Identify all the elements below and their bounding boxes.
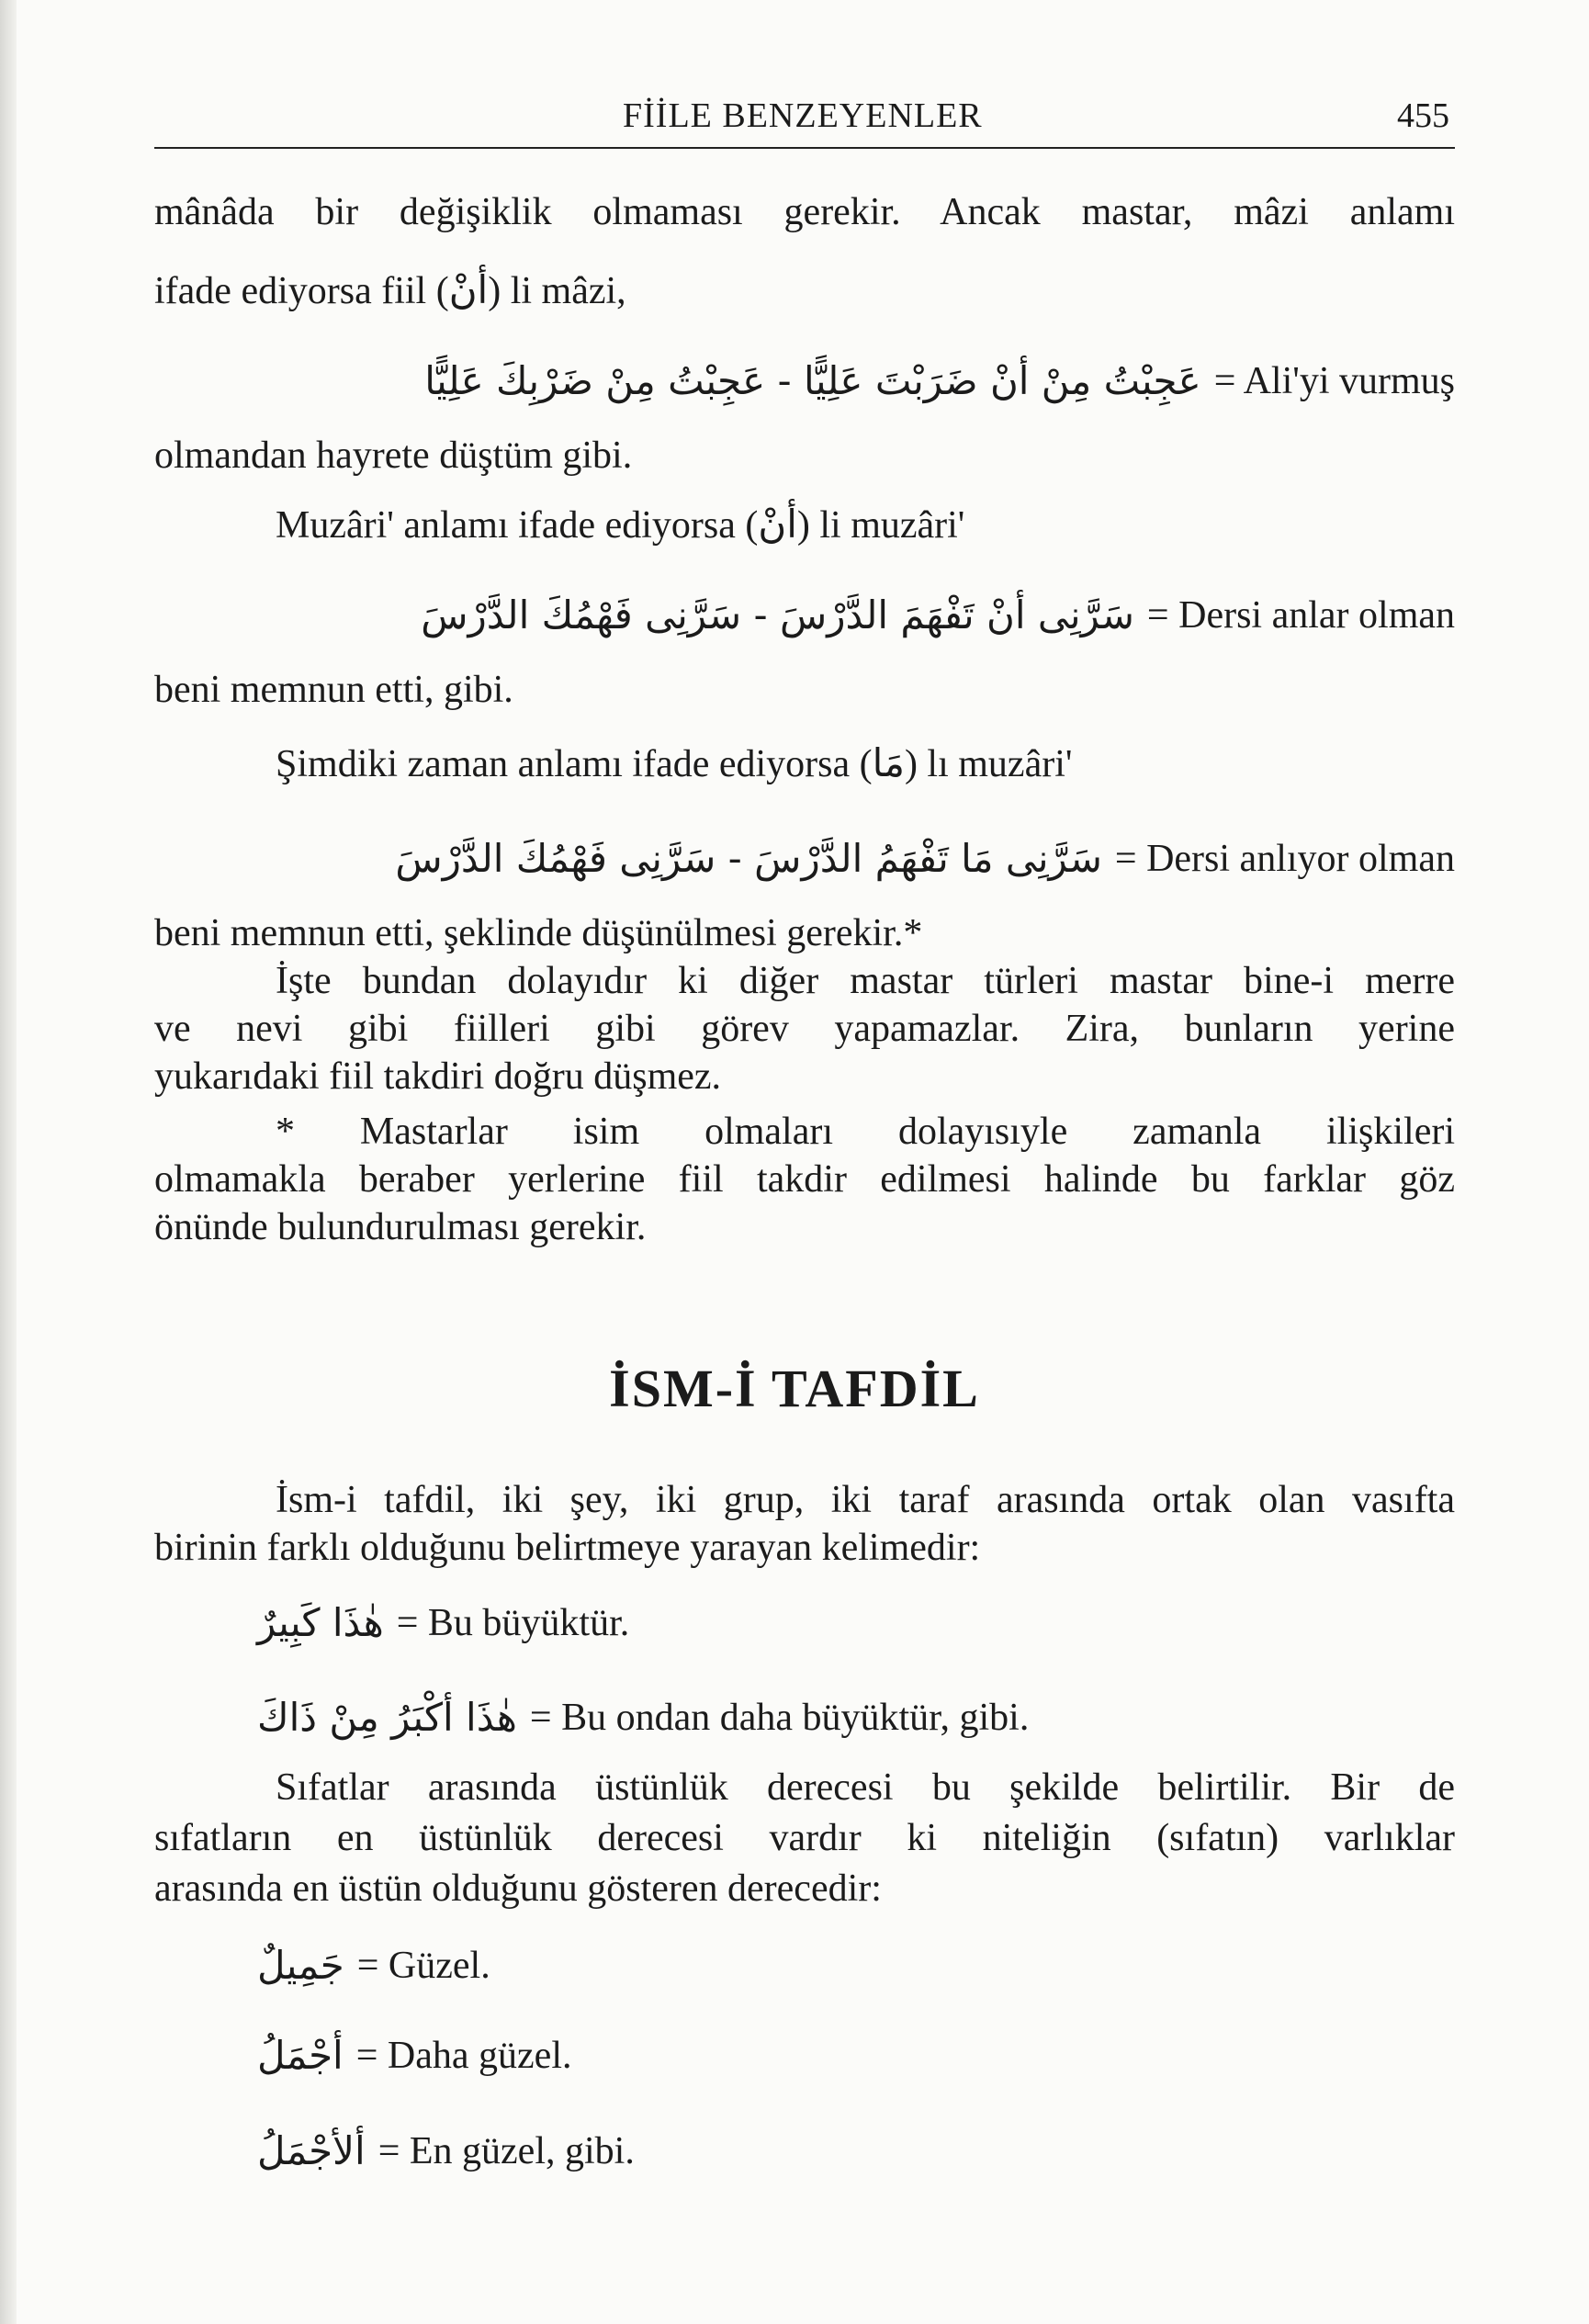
- paragraph-line: beni memnun etti, şeklinde düşünülmesi gerekir.*: [154, 912, 923, 954]
- arabic-example: هٰذَا أكْبَرُ مِنْ ذَاكَ: [257, 1695, 517, 1740]
- example-translation: = Dersi anlıyor olman: [1114, 838, 1455, 880]
- paragraph-line: beni memnun etti, gibi.: [154, 669, 513, 711]
- paragraph-line: İşte bundan dolayıdır ki diğer mastar türleri mastar bine-i merre: [276, 960, 1455, 1002]
- arabic-example: سَرَّنِى مَا تَفْهَمُ الدَّرْسَ - سَرَّنِى فَهْمُكَ الدَّرْسَ: [395, 836, 1102, 881]
- arabic-example: هٰذَا كَبِيرٌ: [257, 1600, 384, 1645]
- arabic-particle: أنْ: [448, 267, 489, 312]
- page-spine-shadow: [0, 0, 17, 2324]
- paragraph-line: Şimdiki zaman anlamı ifade ediyorsa (مَا) lı muzâri': [276, 740, 1073, 785]
- paragraph-line: Muzâri' anlamı ifade ediyorsa (أنْ) li muzâri': [276, 502, 965, 547]
- paragraph-line: İsm-i tafdil, iki şey, iki grup, iki taraf arasında ortak olan vasıfta: [276, 1479, 1455, 1521]
- example-translation: = Güzel.: [356, 1945, 490, 1987]
- paragraph-line: birinin farklı olduğunu belirtmeye yarayan kelimedir:: [154, 1527, 981, 1569]
- example-line: [257, 1690, 1558, 1745]
- example-line: [154, 354, 1455, 409]
- paragraph-line: mânâda bir değişiklik olmaması gerekir. Ancak mastar, mâzi anlamı: [154, 191, 1455, 233]
- section-heading: İSM-İ TAFDİL: [609, 1359, 980, 1418]
- paragraph-line: Sıfatlar arasında üstünlük derecesi bu şekilde belirtilir. Bir de: [276, 1766, 1455, 1809]
- example-translation: = Ali'yi vurmuş: [1213, 360, 1455, 402]
- example-translation: = Daha güzel.: [355, 2035, 572, 2077]
- paragraph-line: ifade ediyorsa fiil (أنْ) li mâzi,: [154, 267, 626, 312]
- footnote-line: * Mastarlar isim olmaları dolayısıyle zamanla ilişkileri: [276, 1111, 1455, 1153]
- footnote-line: olmamakla beraber yerlerine fiil takdir edilmesi halinde bu farklar göz: [154, 1158, 1455, 1201]
- example-translation: = Dersi anlar olman: [1146, 594, 1455, 637]
- arabic-example: ألأجْمَلُ: [257, 2128, 366, 2173]
- paragraph-line: arasında en üstün olduğunu gösteren derecedir:: [154, 1867, 882, 1910]
- arabic-particle: مَا: [872, 740, 905, 785]
- footnote-line: önünde bulundurulması gerekir.: [154, 1206, 647, 1248]
- arabic-particle: أنْ: [758, 502, 797, 547]
- arabic-example: عَجِبْتُ مِنْ أنْ ضَرَبْتَ عَلِيًّا - عَجِبْتُ مِنْ ضَرْبِكَ عَلِيًّا: [424, 358, 1201, 403]
- paragraph-line: olmandan hayrete düştüm gibi.: [154, 434, 633, 477]
- arabic-example: جَمِيلٌ: [257, 1943, 344, 1988]
- arabic-example: سَرَّنِى أنْ تَفْهَمَ الدَّرْسَ - سَرَّنِى فَهْمُكَ الدَّرْسَ: [421, 592, 1134, 637]
- running-title: FİİLE BENZEYENLER: [623, 96, 983, 135]
- example-line: [257, 2028, 1558, 2083]
- paragraph-line: sıfatların en üstünlük derecesi vardır ki niteliğin (sıfatın) varlıklar: [154, 1817, 1455, 1859]
- example-translation: = Bu ondan daha büyüktür, gibi.: [529, 1697, 1030, 1739]
- example-translation: = En güzel, gibi.: [378, 2130, 635, 2172]
- example-translation: = Bu büyüktür.: [396, 1602, 630, 1644]
- example-line: [154, 831, 1455, 886]
- example-line: [257, 2124, 1558, 2179]
- arabic-example: أجْمَلُ: [257, 2033, 344, 2078]
- example-line: [154, 588, 1455, 643]
- example-line: [257, 1596, 1558, 1651]
- paragraph-line: yukarıdaki fiil takdiri doğru düşmez.: [154, 1055, 722, 1098]
- running-header: [154, 92, 1455, 149]
- example-line: [257, 1938, 1558, 1993]
- paragraph-line: ve nevi gibi fiilleri gibi görev yapamazlar. Zira, bunların yerine: [154, 1008, 1455, 1050]
- page-number: 455: [1397, 96, 1449, 135]
